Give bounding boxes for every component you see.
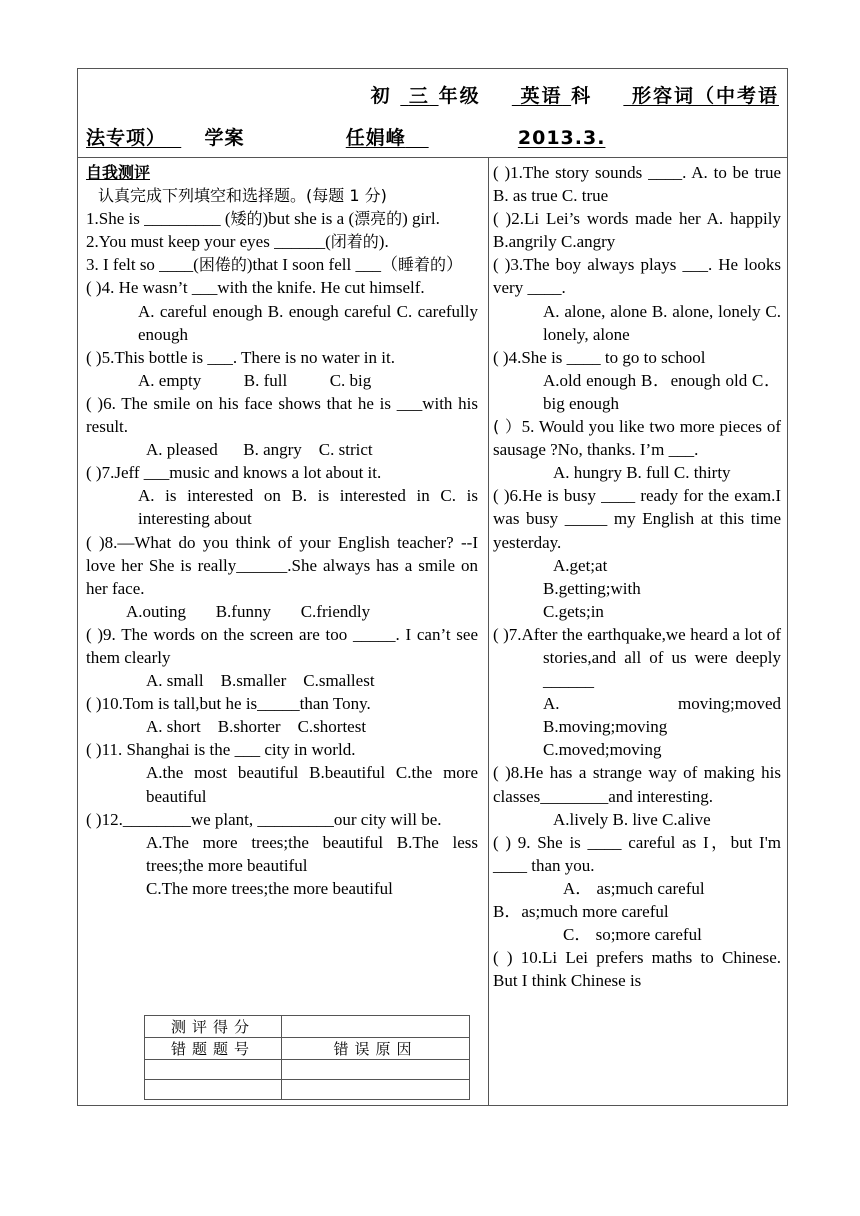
question-4: ( )4. He wasn’t ___with the knife. He cut himself. xyxy=(86,278,425,298)
question-r5: ( ）5. Would you like two more pieces of sausage ?No, thanks. I’m ___. xyxy=(493,417,781,460)
question-r7: ( )7.After the earthquake,we heard a lot of stories,and all of us were deeply ______ xyxy=(493,624,781,691)
grade-prefix: 初 xyxy=(370,85,392,107)
question-10-options: A. short B.shorter C.shortest xyxy=(146,717,367,737)
date: 2013.3. xyxy=(517,127,606,149)
question-r9-option-a: A． as;much careful xyxy=(563,878,705,898)
wrong-reasons-cell xyxy=(282,1080,470,1100)
worksheet-header xyxy=(78,69,787,158)
header-line-2 xyxy=(86,123,605,150)
score-cell xyxy=(282,1016,470,1038)
question-10: ( )10.Tom is tall,but he is_____than Tony. xyxy=(86,694,371,714)
question-9-options: A. small B.smaller C.smallest xyxy=(146,671,375,691)
wrong-numbers-cell xyxy=(145,1060,282,1080)
score-label: 测评得分 xyxy=(145,1016,282,1038)
question-12: ( )12.________we plant, _________our city will be. xyxy=(86,809,442,829)
wrong-numbers-cell xyxy=(145,1080,282,1100)
question-r8-options: A.lively B. live C.alive xyxy=(553,809,711,829)
score-table xyxy=(144,1015,470,1100)
question-1: 1.She is _________ (矮的)but she is a (漂亮的) girl. xyxy=(86,209,440,229)
topic-part-1: 形容词（中考语 xyxy=(631,85,779,107)
question-r10: ( ) 10.Li Lei prefers maths to Chinese. But I think Chinese is xyxy=(493,948,781,991)
doc-type: 学案 xyxy=(204,127,245,149)
question-3: 3. I felt so ____(困倦的)that I soon fell ___（睡着的） xyxy=(86,255,463,275)
question-6-options: A. pleased B. angry C. strict xyxy=(146,440,373,460)
grade-number: 三 xyxy=(408,85,430,107)
question-6: ( )6. The smile on his face shows that he is ___with his result. xyxy=(86,393,478,437)
question-r4: ( )4.She is ____ to go to school xyxy=(493,347,706,367)
question-9: ( )9. The words on the screen are too _____. I can’t see them clearly xyxy=(86,624,478,667)
instruction: 认真完成下列填空和选择题。(每题 1 分) xyxy=(98,186,387,206)
wrong-numbers-label: 错题题号 xyxy=(145,1038,282,1060)
right-column xyxy=(493,161,781,992)
question-11: ( )11. Shanghai is the ___ city in world. xyxy=(86,740,356,760)
question-2: 2.You must keep your eyes ______(闭着的). xyxy=(86,232,389,252)
question-r9-option-c: C． so;more careful xyxy=(563,925,702,945)
question-r1: ( )1.The story sounds ____. A. to be true B. as true C. true xyxy=(493,163,781,206)
question-r3: ( )3.The boy always plays ___. He looks very ____. xyxy=(493,255,781,298)
grade-suffix: 年级 xyxy=(438,85,481,107)
question-r6-option-b: B.getting;with xyxy=(543,578,641,598)
question-r9-option-b: B．as;much more careful xyxy=(493,902,669,921)
question-4-options: A. careful enough B. enough careful C. carefully enough xyxy=(138,301,478,344)
worksheet xyxy=(77,68,788,1106)
question-7-options: A. is interested on B. is interested in C. is interesting about xyxy=(138,486,478,529)
question-r6-option-c: C.gets;in xyxy=(543,601,604,621)
question-7: ( )7.Jeff ___music and knows a lot about it. xyxy=(86,463,382,483)
question-r6-option-a: A.get;at xyxy=(553,555,608,575)
column-divider xyxy=(488,157,489,1105)
wrong-reasons-label: 错误原因 xyxy=(282,1038,470,1060)
question-12-option-c: C.The more trees;the more beautiful xyxy=(146,878,393,898)
question-r6: ( )6.He is busy ____ ready for the exam.I was busy _____ my English at this time yesterday. xyxy=(493,486,781,552)
left-column xyxy=(86,161,478,900)
question-r2: ( )2.Li Lei’s words made her A. happily B.angrily C.angry xyxy=(493,209,781,252)
question-r4-options: A.old enough B．enough old C．big enough xyxy=(543,370,781,413)
question-r5-options: A. hungry B. full C. thirty xyxy=(553,463,731,483)
question-11-options: A.the most beautiful B.beautiful C.the more beautiful xyxy=(146,763,478,806)
question-5: ( )5.This bottle is ___. There is no water in it. xyxy=(86,347,395,367)
question-r8: ( )8.He has a strange way of making his classes________and interesting. xyxy=(493,763,781,806)
question-8-options: A.outing B.funny C.friendly xyxy=(126,601,371,621)
question-5-options: A. empty B. full C. big xyxy=(138,370,372,390)
wrong-reasons-cell xyxy=(282,1060,470,1080)
subject: 英语 xyxy=(520,85,563,107)
question-12-options-a-b: A.The more trees;the beautiful B.The less trees;the more beautiful xyxy=(146,832,478,875)
question-r7-options: A. moving;moved B.moving;moving C.moved;moving xyxy=(543,694,781,760)
subject-suffix: 科 xyxy=(571,85,593,107)
question-r9: ( ) 9. She is ____ careful as I，but I'm ____ than you. xyxy=(493,832,781,875)
question-8: ( )8.—What do you think of your English teacher? --I love her She is really______.She always has a smile on her face. xyxy=(86,532,478,598)
topic-part-2: 法专项） xyxy=(86,127,167,149)
question-r3-options: A. alone, alone B. alone, lonely C. lonely, alone xyxy=(543,301,781,344)
section-title: 自我测评 xyxy=(86,163,151,182)
author: 任娟峰 xyxy=(345,127,406,149)
header-line-1 xyxy=(371,81,779,108)
